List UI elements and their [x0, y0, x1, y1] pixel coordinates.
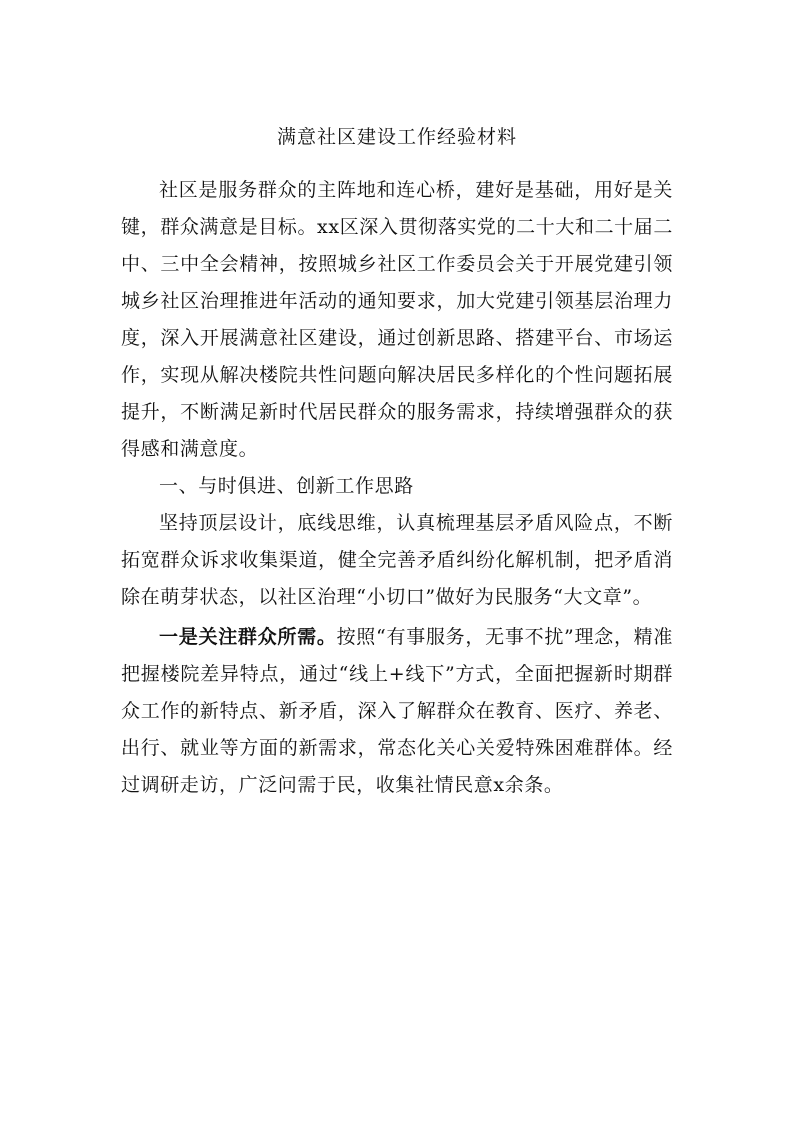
- point-1-paragraph: [121, 619, 673, 804]
- document-title: 满意社区建设工作经验材料: [276, 126, 517, 148]
- intro-paragraph: 社区是服务群众的主阵地和连心桥，建好是基础，用好是关键，群众满意是目标。xx区深入贯彻落实党的二十大和二十届二中、三中全会精神，按照城乡社区工作委员会关于开展党建引领城乡社区治理推进年活动的通知要求，加大党建引领基层治理力度，深入开展满意社区建设，通过创新思路、搭建平台、市场运作，实现从解决楼院共性问题向解决居民多样化的个性问题拓展提升，不断满足新时代居民群众的服务需求，持续增强群众的获得感和满意度。: [121, 179, 673, 460]
- document-body: [121, 122, 673, 804]
- point-1-body: 按照“有事服务，无事不扰”理念，精准把握楼院差异特点，通过“线上+线下”方式，全面把握新时期群众工作的新特点、新矛盾，深入了解群众在教育、医疗、养老、出行、就业等方面的新需求，常态化关心关爱特殊困难群体。经过调研走访，广泛问需于民，收集社情民意x余条。: [121, 626, 674, 796]
- section-1-paragraph: 坚持顶层设计，底线思维，认真梳理基层矛盾风险点，不断拓宽群众诉求收集渠道，健全完善矛盾纠纷化解机制，把矛盾消除在萌芽状态，以社区治理“小切口”做好为民服务“大文章”。: [121, 512, 673, 608]
- point-1-lead: 一是关注群众所需。: [159, 626, 337, 648]
- section-heading-1: 一、与时俱进、创新工作思路: [159, 475, 414, 497]
